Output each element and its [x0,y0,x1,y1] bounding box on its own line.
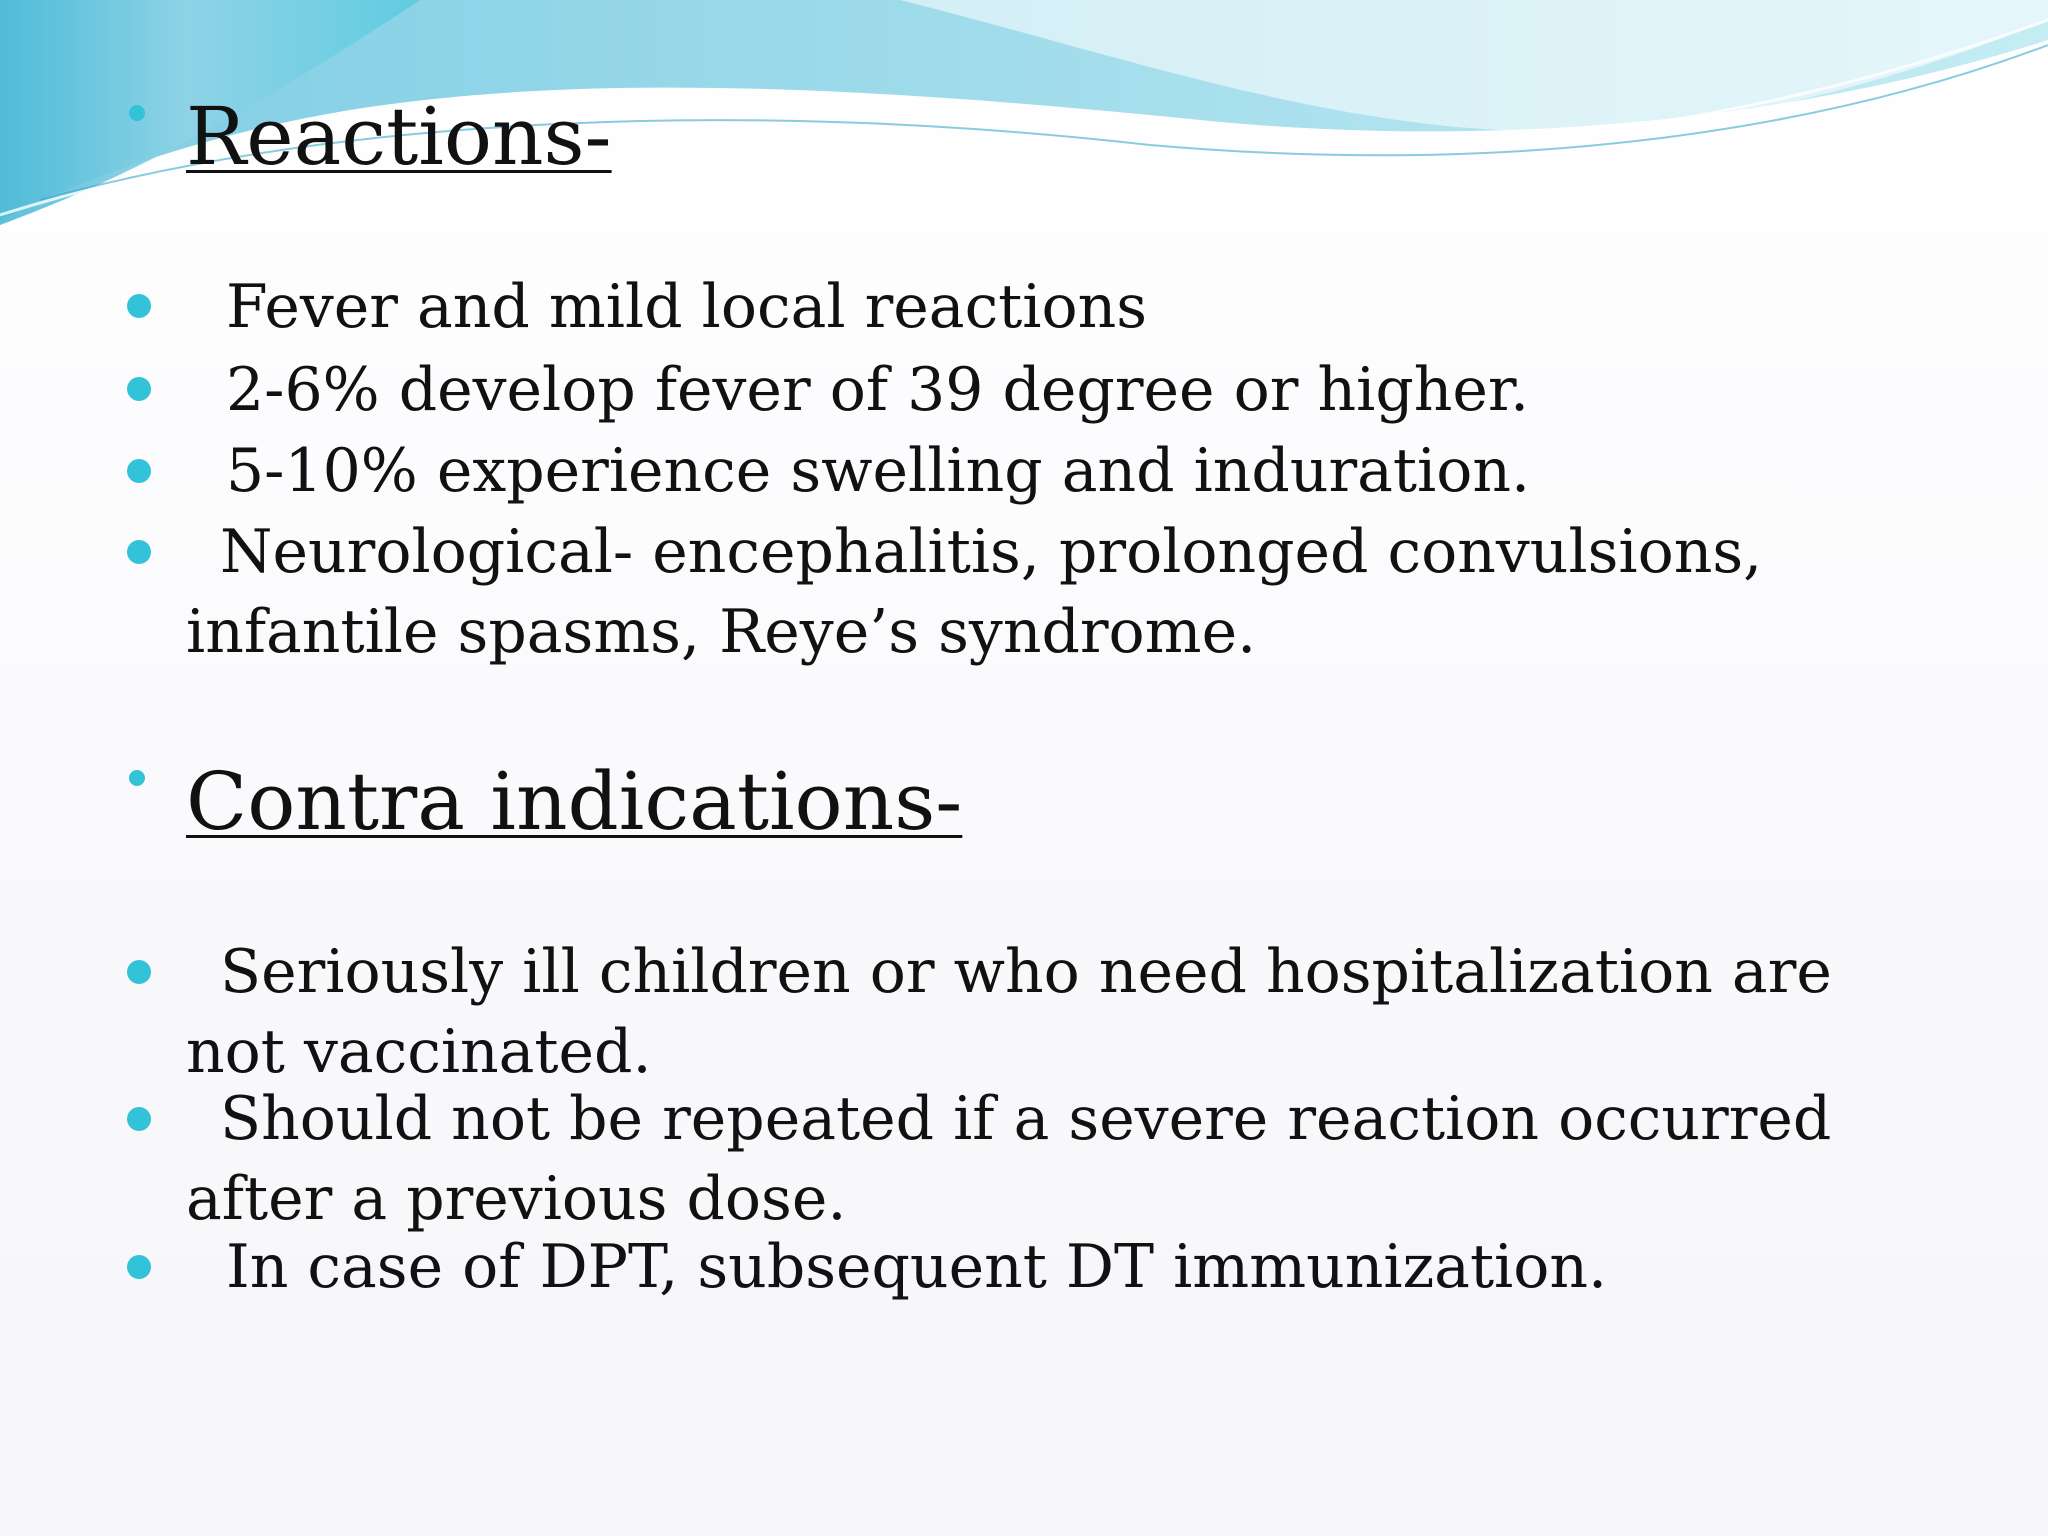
list-item: In case of DPT, subsequent DT immunization. [226,1232,1608,1302]
list-item: Fever and mild local reactions [226,272,1148,342]
section-heading-reactions: Reactions- [186,90,612,183]
bullet-icon [127,960,151,984]
bullet-icon [127,459,151,483]
section-heading-contra-indications: Contra indications- [186,755,963,848]
list-item: 2-6% develop fever of 39 degree or higher. [226,355,1530,425]
bullet-icon [127,294,151,318]
heading-bullet [129,105,145,121]
bullet-icon [127,540,151,564]
list-item: Neurological- encephalitis, prolonged convulsions, infantile spasms, Reye’s syndrome. [186,517,1763,667]
heading-bullet [129,770,145,786]
bullet-icon [127,1107,151,1131]
list-item: Seriously ill children or who need hospitalization are not vaccinated. [186,937,1832,1087]
bullet-icon [127,377,151,401]
list-item: 5-10% experience swelling and induration. [226,436,1531,506]
bullet-icon [127,1255,151,1279]
list-item: Should not be repeated if a severe reaction occurred after a previous dose. [186,1084,1832,1234]
